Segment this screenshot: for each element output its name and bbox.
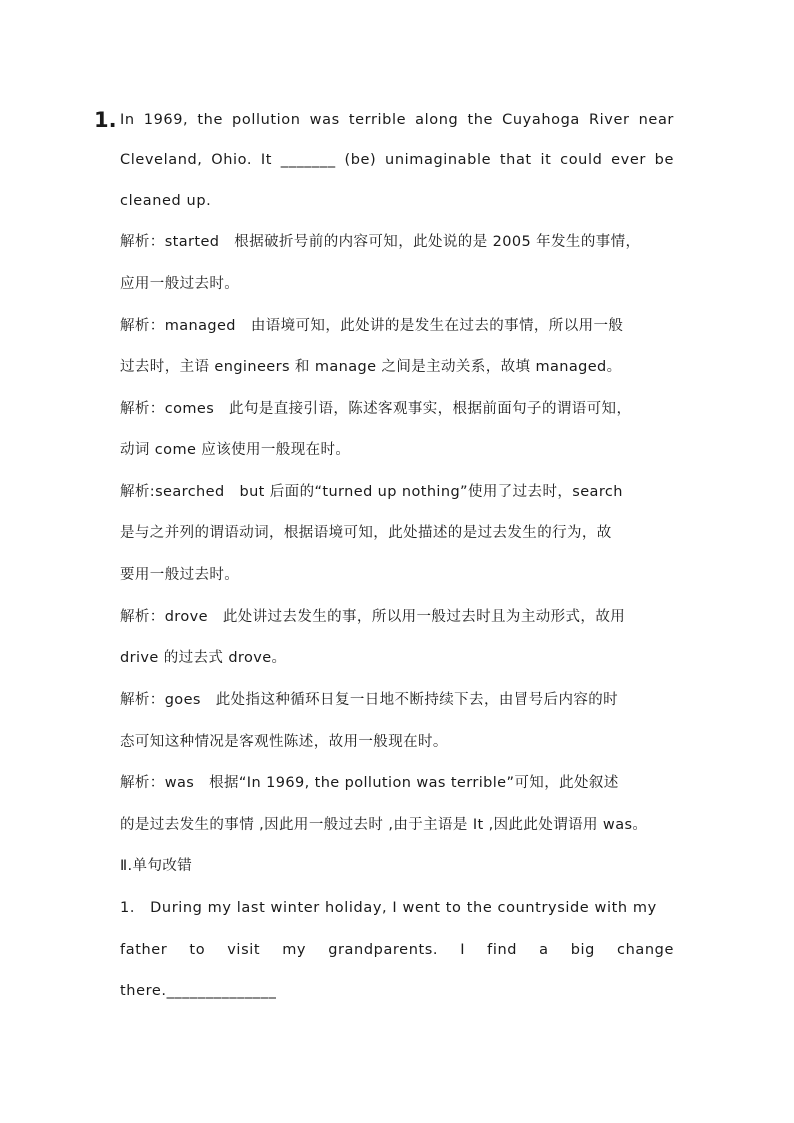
section-2-item-1-line-3: there.______________ [120,983,277,999]
analysis-2-line-1: 解析：managed 由语境可知，此处讲的是发生在过去的事情，所以用一般 [120,318,624,334]
analysis-4-line-2: 是与之并列的谓语动词，根据语境可知，此处描述的是过去发生的行为，故 [120,525,612,541]
question-line-3: cleaned up. [120,193,212,209]
analysis-4-line-3: 要用一般过去时。 [120,567,240,583]
analysis-7-line-1: 解析：was 根据“In 1969, the pollution was terrible”可知，此处叙述 [120,775,619,791]
analysis-2-line-2: 过去时，主语 engineers 和 manage 之间是主动关系，故填 managed。 [120,359,622,375]
question-number: 1. [94,108,117,132]
analysis-7-line-2: 的是过去发生的事情 ,因此用一般过去时 ,由于主语是 It ,因此此处谓语用 was。 [120,817,648,833]
analysis-3-line-2: 动词 come 应该使用一般现在时。 [120,442,351,458]
analysis-4-line-1: 解析:searched but 后面的“turned up nothing”使用了过去时，search [120,484,623,500]
analysis-6-line-1: 解析：goes 此处指这种循环日复一日地不断持续下去，由冒号后内容的时 [120,692,619,708]
section-2-item-1-line-1: 1． During my last winter holiday, I went to the countryside with my [120,900,657,916]
analysis-5-line-2: drive 的过去式 drove。 [120,650,287,666]
analysis-6-line-2: 态可知这种情况是客观性陈述，故用一般现在时。 [120,734,448,750]
analysis-3-line-1: 解析：comes 此句是直接引语，陈述客观事实，根据前面句子的谓语可知， [120,401,632,417]
question-line-2: Cleveland, Ohio. It _______ (be) unimaginable that it could ever be [120,152,674,168]
analysis-5-line-1: 解析：drove 此处讲过去发生的事，所以用一般过去时且为主动形式，故用 [120,609,626,625]
question-line-1: In 1969, the pollution was terrible along the Cuyahoga River near [120,112,674,128]
analysis-1-line-1: 解析：started 根据破折号前的内容可知，此处说的是 2005 年发生的事情， [120,234,641,250]
section-2-item-1-line-2: father to visit my grandparents. I find a big change [120,942,674,958]
section-2-heading: Ⅱ.单句改错 [120,858,193,874]
analysis-1-line-2: 应用一般过去时。 [120,276,240,292]
